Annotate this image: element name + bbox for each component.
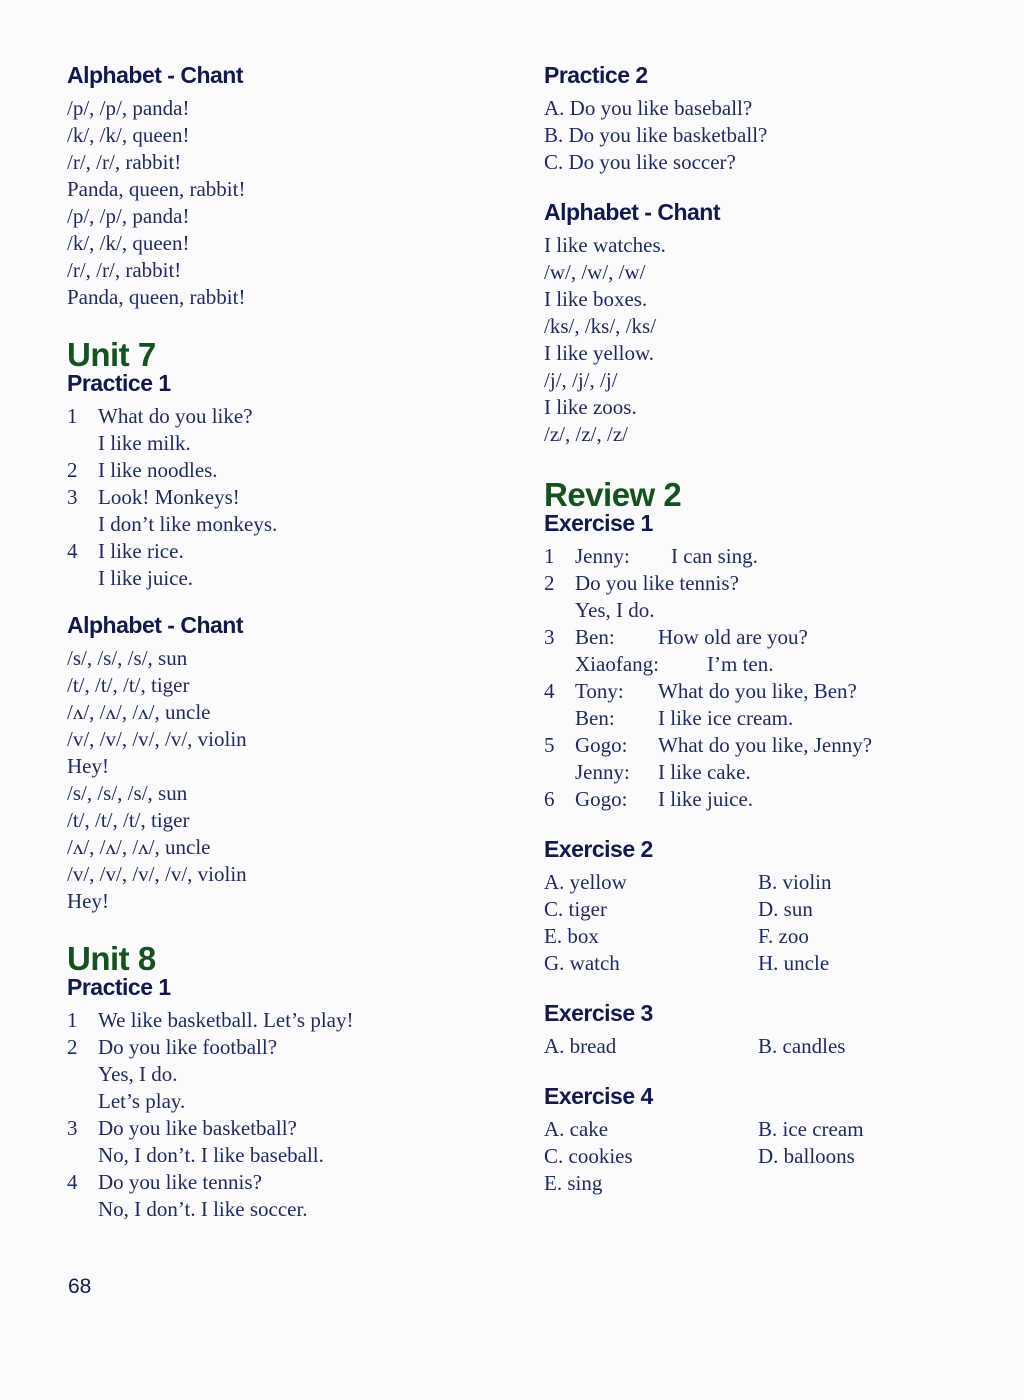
left-column <box>67 62 487 1223</box>
list-item <box>544 759 984 786</box>
text-line: /t/, /t/, /t/, tiger <box>67 673 190 697</box>
text-line: /w/, /w/, /w/ <box>544 260 646 284</box>
item-text: Do you like basketball? <box>98 1116 297 1140</box>
unit-7-practice-items <box>67 403 487 592</box>
text-line: /ʌ/, /ʌ/, /ʌ/, uncle <box>67 700 211 724</box>
item-number: 2 <box>67 458 78 482</box>
text-line: /v/, /v/, /v/, /v/, violin <box>67 862 247 886</box>
text-line: I like yellow. <box>544 341 655 365</box>
option-cell: A. yellow <box>544 870 627 894</box>
text-line: A. Do you like baseball? <box>544 96 753 120</box>
text-line: /z/, /z/, /z/ <box>544 422 628 446</box>
unit-7-heading: Unit 7 <box>67 336 156 373</box>
unit-8-heading: Unit 8 <box>67 940 156 977</box>
right-column <box>544 62 984 1197</box>
chant-lines <box>544 232 984 448</box>
speaker-label: Jenny: <box>575 544 630 568</box>
text-line: /v/, /v/, /v/, /v/, violin <box>67 727 247 751</box>
list-item <box>544 543 984 570</box>
item-number: 3 <box>544 625 555 649</box>
option-cell: A. cake <box>544 1117 609 1141</box>
item-number: 1 <box>67 404 78 428</box>
option-cell: C. cookies <box>544 1144 633 1168</box>
item-text: Yes, I do. <box>98 1062 178 1086</box>
item-text: Do you like tennis? <box>98 1170 262 1194</box>
item-text: What do you like, Jenny? <box>658 733 873 757</box>
speaker-label: Ben: <box>575 625 615 649</box>
text-line: /p/, /p/, panda! <box>67 96 190 120</box>
item-text: What do you like? <box>98 404 253 428</box>
item-number: 4 <box>67 1170 78 1194</box>
item-text: I like ice cream. <box>658 706 794 730</box>
speaker-label: Tony: <box>575 679 624 703</box>
list-item <box>544 570 984 597</box>
list-item <box>544 705 984 732</box>
option-cell: F. zoo <box>758 924 809 948</box>
option-cell: C. tiger <box>544 897 607 921</box>
list-item <box>544 651 984 678</box>
list-item <box>67 538 487 565</box>
speaker-label: Xiaofang: <box>575 652 659 676</box>
list-item <box>67 1007 487 1034</box>
item-number: 5 <box>544 733 555 757</box>
text-line: /k/, /k/, queen! <box>67 123 190 147</box>
text-line: I like zoos. <box>544 395 637 419</box>
option-cell: E. sing <box>544 1171 603 1195</box>
list-item <box>67 430 487 457</box>
text-line: /ʌ/, /ʌ/, /ʌ/, uncle <box>67 835 211 859</box>
text-line: /s/, /s/, /s/, sun <box>67 781 188 805</box>
exercise-1-items <box>544 543 984 813</box>
list-item <box>67 1196 487 1223</box>
option-cell <box>758 1170 958 1197</box>
item-text: No, I don’t. I like baseball. <box>98 1143 324 1167</box>
chant-heading: Alphabet - Chant <box>67 612 243 638</box>
exercise-4-options <box>544 1116 984 1197</box>
practice-1-heading: Practice 1 <box>67 370 171 396</box>
list-item <box>544 678 984 705</box>
speaker-label: Gogo: <box>575 733 628 757</box>
option-cell: D. balloons <box>758 1144 855 1168</box>
practice-1-heading: Practice 1 <box>67 974 171 1000</box>
chant-heading: Alphabet - Chant <box>544 199 720 225</box>
list-item <box>67 1034 487 1061</box>
item-number: 1 <box>544 544 555 568</box>
item-number: 4 <box>544 679 555 703</box>
item-text: Do you like football? <box>98 1035 278 1059</box>
unit-8-practice-items <box>67 1007 487 1223</box>
text-line: /r/, /r/, rabbit! <box>67 258 182 282</box>
item-text: Yes, I do. <box>575 598 655 622</box>
text-line: /s/, /s/, /s/, sun <box>67 646 188 670</box>
option-cell: G. watch <box>544 951 620 975</box>
exercise-4-heading: Exercise 4 <box>544 1083 653 1109</box>
item-text: Let’s play. <box>98 1089 186 1113</box>
text-line: /r/, /r/, rabbit! <box>67 150 182 174</box>
speaker-label: Jenny: <box>575 760 630 784</box>
item-text: No, I don’t. I like soccer. <box>98 1197 308 1221</box>
text-line: Panda, queen, rabbit! <box>67 177 246 201</box>
text-line: Panda, queen, rabbit! <box>67 285 246 309</box>
exercise-3-options <box>544 1033 984 1060</box>
item-text: I’m ten. <box>707 652 774 676</box>
practice-2-heading: Practice 2 <box>544 62 648 88</box>
item-text: Look! Monkeys! <box>98 485 240 509</box>
exercise-2-options <box>544 869 984 977</box>
list-item <box>67 1061 487 1088</box>
text-line: C. Do you like soccer? <box>544 150 736 174</box>
list-item <box>67 1169 487 1196</box>
review-2-heading: Review 2 <box>544 476 682 513</box>
item-number: 2 <box>67 1035 78 1059</box>
option-cell: E. box <box>544 924 599 948</box>
item-text: I like rice. <box>98 539 184 563</box>
option-cell: H. uncle <box>758 951 830 975</box>
chant-lines <box>67 95 487 311</box>
exercise-1-heading: Exercise 1 <box>544 510 653 536</box>
item-text: How old are you? <box>658 625 808 649</box>
list-item <box>544 597 984 624</box>
list-item <box>67 457 487 484</box>
item-text: I like juice. <box>658 787 754 811</box>
list-item <box>67 1115 487 1142</box>
option-cell: D. sun <box>758 897 813 921</box>
item-number: 4 <box>67 539 78 563</box>
text-line: B. Do you like basketball? <box>544 123 768 147</box>
list-item <box>544 786 984 813</box>
list-item <box>67 403 487 430</box>
text-line: /ks/, /ks/, /ks/ <box>544 314 657 338</box>
page-number: 68 <box>68 1275 92 1298</box>
option-cell: B. ice cream <box>758 1117 864 1141</box>
item-number: 3 <box>67 485 78 509</box>
text-line: /t/, /t/, /t/, tiger <box>67 808 190 832</box>
text-line: I like boxes. <box>544 287 648 311</box>
list-item <box>67 1142 487 1169</box>
item-text: We like basketball. Let’s play! <box>98 1008 354 1032</box>
item-text: Do you like tennis? <box>575 571 739 595</box>
chant-lines <box>67 645 487 915</box>
list-item <box>67 565 487 592</box>
item-text: I like cake. <box>658 760 751 784</box>
item-number: 3 <box>67 1116 78 1140</box>
speaker-label: Ben: <box>575 706 615 730</box>
list-item <box>544 624 984 651</box>
item-number: 2 <box>544 571 555 595</box>
chant-heading: Alphabet - Chant <box>67 62 243 88</box>
item-number: 1 <box>67 1008 78 1032</box>
item-text: What do you like, Ben? <box>658 679 857 703</box>
item-text: I like noodles. <box>98 458 218 482</box>
practice-2-lines <box>544 95 984 176</box>
item-text: I don’t like monkeys. <box>98 512 278 536</box>
text-line: /k/, /k/, queen! <box>67 231 190 255</box>
text-line: I like watches. <box>544 233 666 257</box>
list-item <box>67 484 487 511</box>
text-line: Hey! <box>67 754 109 778</box>
speaker-label: Gogo: <box>575 787 628 811</box>
list-item <box>67 511 487 538</box>
exercise-3-heading: Exercise 3 <box>544 1000 653 1026</box>
exercise-2-heading: Exercise 2 <box>544 836 653 862</box>
option-cell: A. bread <box>544 1034 617 1058</box>
text-line: Hey! <box>67 889 109 913</box>
list-item <box>544 732 984 759</box>
text-line: /p/, /p/, panda! <box>67 204 190 228</box>
option-cell: B. candles <box>758 1034 846 1058</box>
text-line: /j/, /j/, /j/ <box>544 368 618 392</box>
item-text: I like juice. <box>98 566 194 590</box>
item-text: I like milk. <box>98 431 191 455</box>
item-text: I can sing. <box>671 544 758 568</box>
item-number: 6 <box>544 787 555 811</box>
option-cell: B. violin <box>758 870 832 894</box>
list-item <box>67 1088 487 1115</box>
